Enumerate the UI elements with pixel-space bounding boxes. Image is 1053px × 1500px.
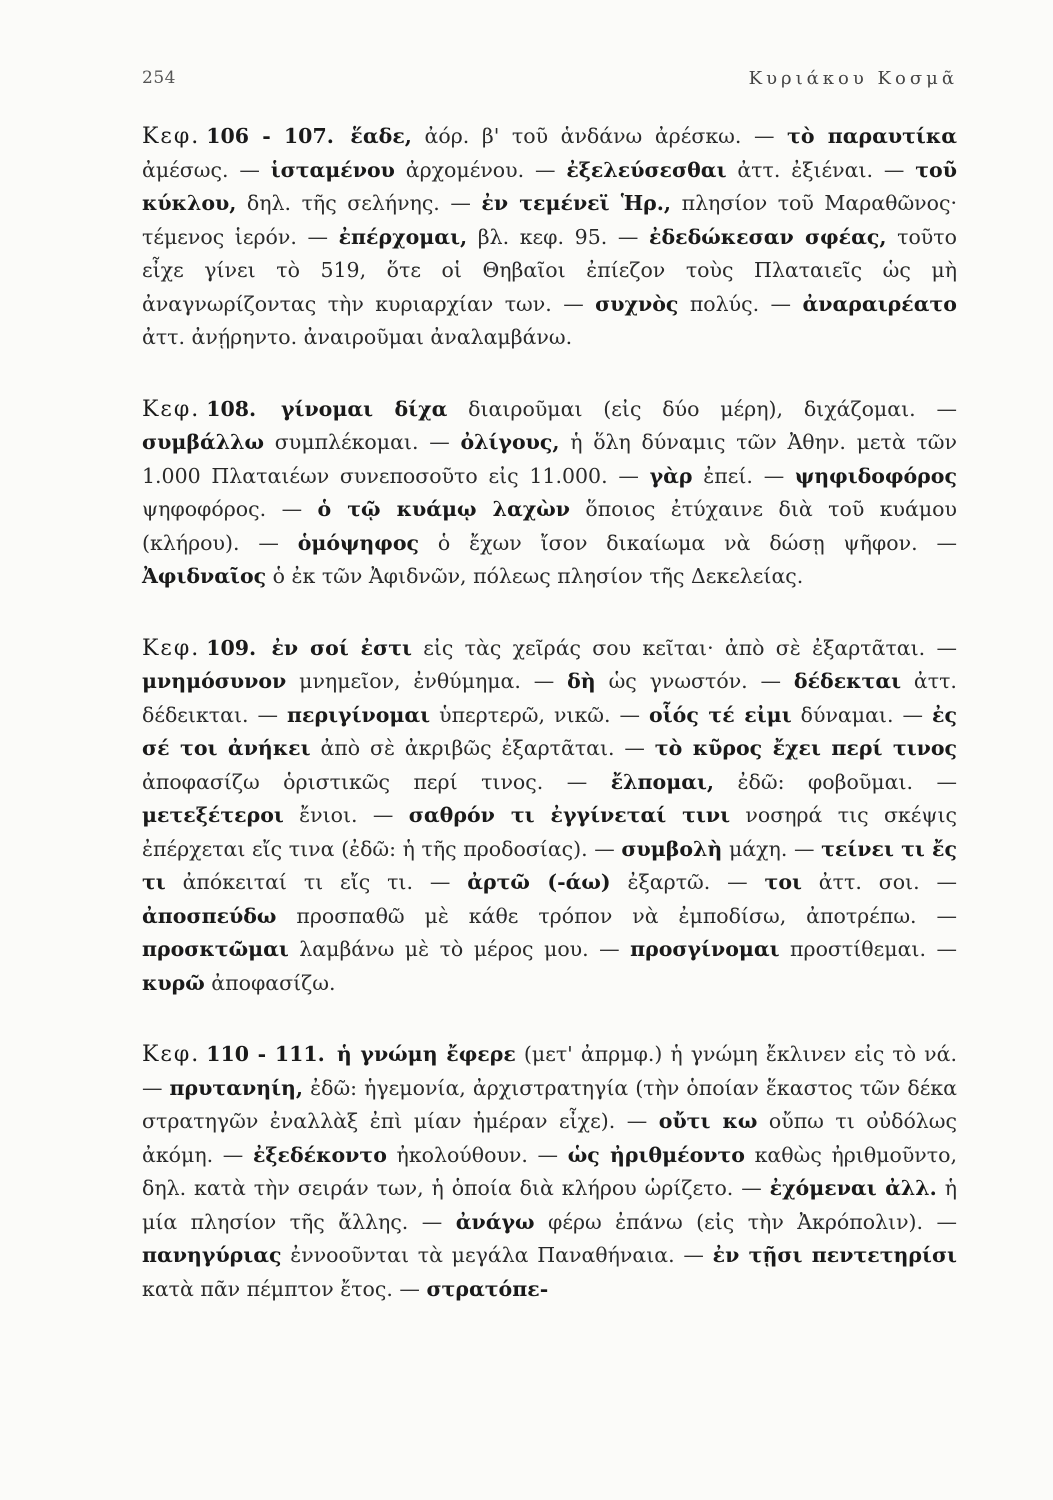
page-header [142, 68, 958, 98]
gloss-definition: ὁ ἔχων ἴσον δικαίωμα νὰ δώσῃ ψῆφον. [437, 530, 918, 555]
gloss-term: ἔλπομαι, [610, 769, 715, 794]
gloss-term: στρατόπε- [426, 1276, 549, 1301]
gloss-term: οἷός τέ εἰμι [649, 702, 792, 727]
gloss-definition: μάχη. [728, 836, 788, 861]
gloss-definition: ἀπὸ σὲ ἀκριβῶς ἐξαρτᾶται. [320, 736, 615, 760]
gloss-term: πρυτανηίη, [169, 1075, 304, 1100]
gloss-term: ἐν τεμένεϊ Ἡρ., [481, 191, 672, 215]
gloss-definition: ἐννοοῦνται τὰ μεγάλα Παναθήναια. [290, 1243, 675, 1267]
gloss-definition: (μετ' ἀπρμφ.) ἡ γνώμη ἔκλινεν εἰς τὸ νά. [523, 1042, 957, 1066]
gloss-term: ἀρτῶ (-άω) [467, 870, 611, 894]
gloss-term: Ἀφιδναῖος [142, 564, 267, 588]
chapter-number: 110 - 111. [206, 1042, 325, 1066]
gloss-term: ἐχόμεναι ἀλλ. [769, 1176, 937, 1200]
gloss-term: ὁ τῷ κυάμῳ λαχὼν [317, 497, 570, 521]
gloss-definition: δηλ. τῆς σελήνης. [246, 191, 440, 215]
gloss-definition: διαιροῦμαι (εἰς δύο μέρη), διχάζομαι. [468, 396, 916, 421]
gloss-term: ἐν σοί ἐστι [271, 635, 412, 660]
gloss-definition: συμπλέκομαι. [274, 430, 419, 454]
chapter-paragraph: Κεφ. 109. ἐν σοί ἐστι εἰς τὰς χεῖράς σου κεῖται· ἀπὸ σὲ ἐξαρτᾶται. — μνημόσυνον μνημεῖον, ἐνθύμημα. — δὴ ὡς γνωστόν. — δέδεκται ἀττ. δέδεικται. — περιγίνομαι ὑπερτερῶ, νικῶ. — οἷός τέ εἰμι δύναμαι. — ἐς σέ τοι ἀνήκει ἀπὸ σὲ ἀκριβῶς ἐξαρτᾶται. — τὸ κῦρος ἔχει περί τινος ἀποφασίζω ὁριστικῶς περί τινος. — ἔλπομαι, ἐδῶ: φοβοῦμαι. — μετεξέτεροι ἔνιοι. — σαθρόν τι ἐγγίνεταί τινι νοσηρά τις σκέψις ἐπέρχεται εἴς τινα (ἐδῶ: ἡ τῆς προδοσίας). — συμβολὴ μάχη. — τείνει τι ἔς τι ἀπόκειταί τι εἴς τι. — ἀρτῶ (-άω) ἐξαρτῶ. — τοι ἀττ. σοι. — ἀποσπεύδω προσπαθῶ μὲ κάθε τρόπον νὰ ἐμποδίσω, ἀποτρέπω. — προσκτῶμαι λαμβάνω μὲ τὸ μέρος μου. — προσγίνομαι προστίθεμαι. — κυρῶ ἀποφασίζω. [142, 635, 957, 995]
gloss-definition: ἀττ. σοι. [818, 870, 920, 894]
gloss-term: ἱσταμένου [270, 157, 395, 182]
chapter-label: Κεφ. [142, 396, 201, 422]
chapter-paragraph: Κεφ. 110 - 111. ἡ γνώμη ἔφερε (μετ' ἀπρμφ.) ἡ γνώμη ἔκλινεν εἰς τὸ νά. — πρυτανηίη, ἐδῶ: ἡγεμονία, ἀρχιστρατηγία (τὴν ὁποίαν ἕκαστος τῶν δέκα στρατηγῶν ἐναλλὰξ ἐπὶ μίαν ἡμέραν εἶχε). — οὔτι κω οὔπω τι οὐδόλως ἀκόμη. — ἐξεδέκοντο ἠκολούθουν. — ὡς ἠριθμέοντο καθὼς ἠριθμοῦντο, δηλ. κατὰ τὴν σειράν των, ἡ ὁποία διὰ κλήρου ὡρίζετο. — ἐχόμεναι ἀλλ. ἡ μία πλησίον τῆς ἄλλης. — ἀνάγω φέρω ἐπάνω (εἰς τὴν Ἀκρόπολιν). — πανηγύριας ἐννοοῦνται τὰ μεγάλα Παναθήναια. — ἐν τῇσι πεντετηρίσι κατὰ πᾶν πέμπτον ἔτος. — στρατόπε- [142, 1042, 957, 1301]
gloss-term: ἐπέρχομαι, [338, 224, 468, 249]
gloss-definition: ἀρχομένου. [405, 157, 525, 182]
chapter-paragraph: Κεφ. 106 - 107. ἕαδε, ἀόρ. β' τοῦ ἁνδάνω ἀρέσκω. — τὸ παραυτίκα ἀμέσως. — ἱσταμένου ἀρχομένου. — ἐξελεύσεσθαι ἀττ. ἐξιέναι. — τοῦ κύκλου, δηλ. τῆς σελήνης. — ἐν τεμένεϊ Ἡρ., πλησίον τοῦ Μαραθῶνος· τέμενος ἱερόν. — ἐπέρχομαι, βλ. κεφ. 95. — ἐδεδώκεσαν σφέας, τοῦτο εἶχε γίνει τὸ 519, ὅτε οἱ Θηβαῖοι ἐπίεζον τοὺς Πλαταιεῖς ὡς μὴ ἀναγνωρίζοντας τὴν κυριαρχίαν των. — συχνὸς πολύς. — ἀναραιρέατο ἀττ. ἀνῄρηντο. ἀναιροῦμαι ἀναλαμβάνω. [142, 124, 957, 349]
gloss-term: ὀλίγους, [460, 430, 560, 454]
gloss-term: προσγίνομαι [630, 937, 780, 961]
gloss-definition: ἡ ὅλη δύναμις τῶν Ἀθην. μετὰ τῶν 1.000 Πλαταιέων συνεποσοῦτο εἰς 11.000. [142, 430, 957, 488]
gloss-term: τὸ παραυτίκα [787, 124, 957, 148]
gloss-term: ὁμόψηφος [297, 530, 419, 555]
chapter-paragraph: Κεφ. 108. γίνομαι δίχα διαιροῦμαι (εἰς δύο μέρη), διχάζομαι. — συμβάλλω συμπλέκομαι. — ὀλίγους, ἡ ὅλη δύναμις τῶν Ἀθην. μετὰ τῶν 1.000 Πλαταιέων συνεποσοῦτο εἰς 11.000. — γὰρ ἐπεί. — ψηφιδοφόρος ψηφοφόρος. — ὁ τῷ κυάμῳ λαχὼν ὅποιος ἐτύχαινε διὰ τοῦ κυάμου (κλήρου). — ὁμόψηφος ὁ ἔχων ἴσον δικαίωμα νὰ δώσῃ ψῆφον. — Ἀφιδναῖος ὁ ἐκ τῶν Ἀφιδνῶν, πόλεως πλησίον τῆς Δεκελείας. [142, 396, 957, 588]
gloss-term: περιγίνομαι [287, 702, 431, 727]
gloss-definition: κατὰ πᾶν πέμπτον ἔτος. [142, 1276, 393, 1301]
gloss-term: ψηφιδοφόρος [794, 463, 957, 488]
gloss-term: ἐξεδέκοντο [252, 1142, 387, 1167]
gloss-term: κυρῶ [142, 970, 205, 995]
gloss-definition: προσπαθῶ μὲ κάθε τρόπον νὰ ἐμποδίσω, ἀποτρέπω. [296, 903, 917, 928]
gloss-term: πανηγύριας [142, 1243, 282, 1267]
gloss-term: οὔτι κω [658, 1109, 758, 1133]
gloss-term: ὡς ἠριθμέοντο [567, 1142, 745, 1167]
gloss-definition: καθὼς ἠριθμοῦντο, δηλ. κατὰ τὴν σειράν των, ἡ ὁποία διὰ κλήρου ὡρίζετο. [142, 1142, 957, 1200]
gloss-term: ἐν τῇσι πεντετηρίσι [712, 1243, 957, 1267]
gloss-definition: λαμβάνω μὲ τὸ μέρος μου. [299, 937, 589, 961]
gloss-definition: ἐδῶ: ἡγεμονία, ἀρχιστρατηγία (τὴν ὁποίαν ἕκαστος τῶν δέκα στρατηγῶν ἐναλλὰξ ἐπὶ μίαν ἡμέραν εἶχε). [142, 1075, 957, 1133]
gloss-definition: ψηφοφόρος. [142, 497, 267, 521]
gloss-term: δὴ [567, 669, 596, 693]
gloss-definition: μνημεῖον, ἐνθύμημα. [299, 669, 521, 693]
gloss-definition: ἀόρ. β' τοῦ ἁνδάνω ἀρέσκω. [424, 124, 742, 148]
gloss-definition: εἰς τὰς χεῖράς σου κεῖται· ἀπὸ σὲ ἐξαρτᾶται. [423, 635, 926, 660]
chapter-label: Κεφ. [142, 124, 201, 149]
gloss-definition: ἀποφασίζω ὁριστικῶς περί τινος. [142, 769, 544, 794]
gloss-definition: νοσηρά τις σκέψις ἐπέρχεται εἴς τινα (ἐδῶ: ἡ τῆς προδοσίας). [142, 803, 957, 861]
gloss-definition: ἀποφασίζω. [211, 970, 336, 995]
gloss-term: ἐξελεύσεσθαι [566, 157, 727, 182]
gloss-definition: ἠκολούθουν. [396, 1142, 528, 1167]
chapter-label: Κεφ. [142, 635, 201, 661]
gloss-term: ἀναραιρέατο [802, 291, 957, 316]
gloss-definition: ὅποιος ἐτύχαινε διὰ τοῦ κυάμου (κλήρου). [142, 497, 957, 555]
gloss-term: τοῦ κύκλου, [142, 157, 957, 215]
gloss-definition: ἔνιοι. [299, 803, 358, 827]
commentary-body [142, 120, 957, 1344]
gloss-definition: ὑπερτερῶ, νικῶ. [439, 702, 611, 727]
gloss-term: τοι [764, 870, 802, 894]
gloss-definition: ὡς γνωστόν. [608, 669, 748, 693]
gloss-definition: πολύς. [689, 291, 760, 316]
gloss-definition: ἀττ. ἐξιέναι. [737, 157, 874, 182]
gloss-term: ἐδεδώκεσαν σφέας, [649, 224, 887, 249]
gloss-definition: ἐπεί. [703, 463, 753, 488]
gloss-term: γὰρ [649, 463, 693, 488]
gloss-term: προσκτῶμαι [142, 937, 289, 961]
running-head: Κυριάκου Κοσμᾶ [748, 68, 958, 89]
gloss-term: συμβάλλω [142, 430, 264, 454]
gloss-definition: δύναμαι. [800, 702, 894, 727]
page-number: 254 [142, 68, 176, 88]
gloss-definition: ἀπόκειταί τι εἴς τι. [182, 870, 413, 894]
gloss-definition: ἐδῶ: φοβοῦμαι. [737, 769, 914, 794]
gloss-term: ἀνάγω [455, 1209, 535, 1234]
gloss-definition: προστίθεμαι. [790, 937, 926, 961]
gloss-term: ἡ γνώμη ἔφερε [336, 1042, 516, 1066]
gloss-term: τὸ κῦρος ἔχει περί τινος [654, 736, 957, 760]
gloss-term: συμβολὴ [621, 836, 723, 861]
gloss-term: μνημόσυνον [142, 669, 287, 693]
gloss-definition: ἀττ. ἀνῄρηντο. ἀναιροῦμαι ἀναλαμβάνω. [142, 325, 573, 349]
gloss-term: ἀποσπεύδω [142, 903, 277, 928]
gloss-term: ἕαδε, [350, 124, 412, 148]
chapter-number: 108. [206, 396, 257, 421]
gloss-term: δέδεκται [793, 669, 902, 693]
gloss-definition: ὁ ἐκ τῶν Ἀφιδνῶν, πόλεως πλησίον τῆς Δεκελείας. [272, 564, 804, 588]
chapter-label: Κεφ. [142, 1042, 201, 1067]
gloss-term: ἐς σέ τοι ἀνήκει [142, 702, 957, 760]
gloss-term: μετεξέτεροι [142, 803, 284, 827]
gloss-term: γίνομαι δίχα [281, 396, 448, 421]
gloss-term: συχνὸς [595, 291, 679, 316]
gloss-definition: ἐξαρτῶ. [627, 870, 711, 894]
gloss-definition: τοῦτο εἶχε γίνει τὸ 519, ὅτε οἱ Θηβαῖοι ἐπίεζον τοὺς Πλαταιεῖς ὡς μὴ ἀναγνωρίζοντας τὴν κυριαρχίαν των. [142, 224, 957, 316]
chapter-number: 106 - 107. [206, 124, 334, 148]
gloss-definition: ἡ μία πλησίον τῆς ἄλλης. [142, 1176, 957, 1234]
gloss-definition: βλ. κεφ. 95. [477, 224, 608, 249]
chapter-number: 109. [206, 635, 257, 660]
gloss-definition: πλησίον τοῦ Μαραθῶνος· τέμενος ἱερόν. [142, 191, 957, 249]
gloss-term: τείνει τι ἔς τι [142, 836, 957, 894]
gloss-term: σαθρόν τι ἐγγίνεταί τινι [408, 803, 731, 827]
gloss-definition: οὔπω τι οὐδόλως ἀκόμη. [142, 1109, 957, 1167]
gloss-definition: ἀττ. δέδεικται. [142, 669, 957, 727]
gloss-definition: φέρω ἐπάνω (εἰς τὴν Ἀκρόπολιν). [548, 1209, 924, 1234]
gloss-definition: ἀμέσως. [142, 157, 229, 182]
